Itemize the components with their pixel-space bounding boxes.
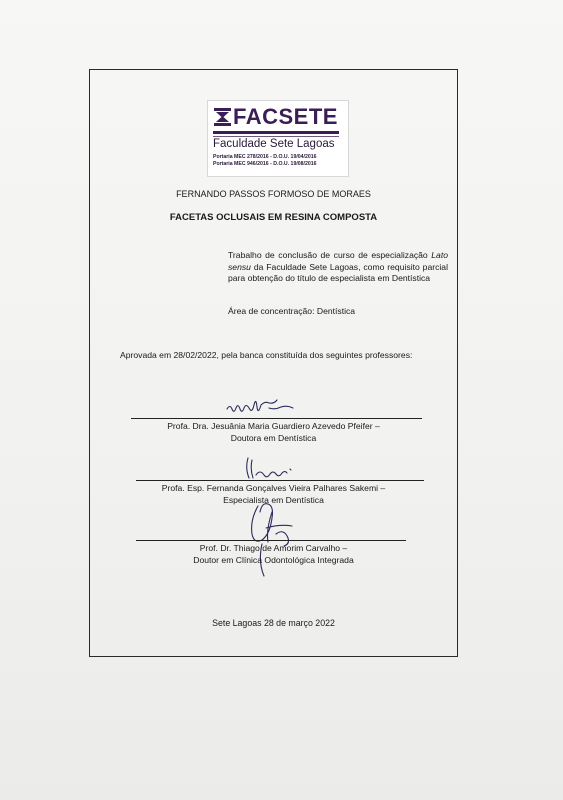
examiner-3-title: Doutor em Clínica Odontológica Integrada: [193, 555, 354, 565]
concentration-area: Área de concentração: Dentística: [228, 306, 356, 316]
approval-statement: Aprovada em 28/02/2022, pela banca constituída dos seguintes professores:: [120, 350, 413, 360]
signature-1: [224, 398, 304, 420]
signature-2: [242, 455, 302, 483]
logo-rule: [213, 131, 339, 134]
examiner-2-name: Profa. Esp. Fernanda Gonçalves Vieira Palhares Sakemi –: [161, 483, 386, 493]
logo-subtitle: Faculdade Sete Lagoas: [213, 138, 335, 150]
examiner-3-name: Prof. Dr. Thiago de Amorim Carvalho –: [199, 543, 348, 553]
purpose-statement: [228, 250, 448, 285]
signature-3: [236, 498, 326, 580]
signature-line-1: [131, 418, 422, 419]
logo-name: FACSETE: [233, 104, 338, 129]
institution-logo: [207, 100, 349, 177]
signature-line-2: [136, 480, 424, 481]
purpose-italic: Lato sensu: [228, 250, 448, 272]
signature-line-3: [136, 540, 406, 541]
examiner-1-name: Profa. Dra. Jesuânia Maria Guardiero Azevedo Pfeifer –: [167, 421, 380, 431]
examiner-1-title: Doutora em Dentística: [230, 433, 317, 443]
logo-portaria-1: Portaria MEC 278/2016 - D.O.U. 19/04/2016: [213, 154, 317, 160]
purpose-text-start: Trabalho de conclusão de curso de especialização: [228, 250, 432, 260]
author-name: FERNANDO PASSOS FORMOSO DE MORAES: [176, 189, 371, 199]
document-title: FACETAS OCLUSAIS EM RESINA COMPOSTA: [169, 212, 378, 223]
facsete-mark-icon: [214, 108, 231, 126]
logo-portaria-2: Portaria MEC 946/2016 - D.O.U. 19/08/2016: [213, 161, 317, 167]
purpose-text-end: da Faculdade Sete Lagoas, como requisito parcial para obtenção do título de especialista em Dentística: [228, 261, 448, 284]
place-and-date: Sete Lagoas 28 de março 2022: [212, 618, 335, 628]
logo-rule-thin: [213, 136, 339, 137]
examiner-2-title: Especialista em Dentística: [223, 495, 324, 505]
